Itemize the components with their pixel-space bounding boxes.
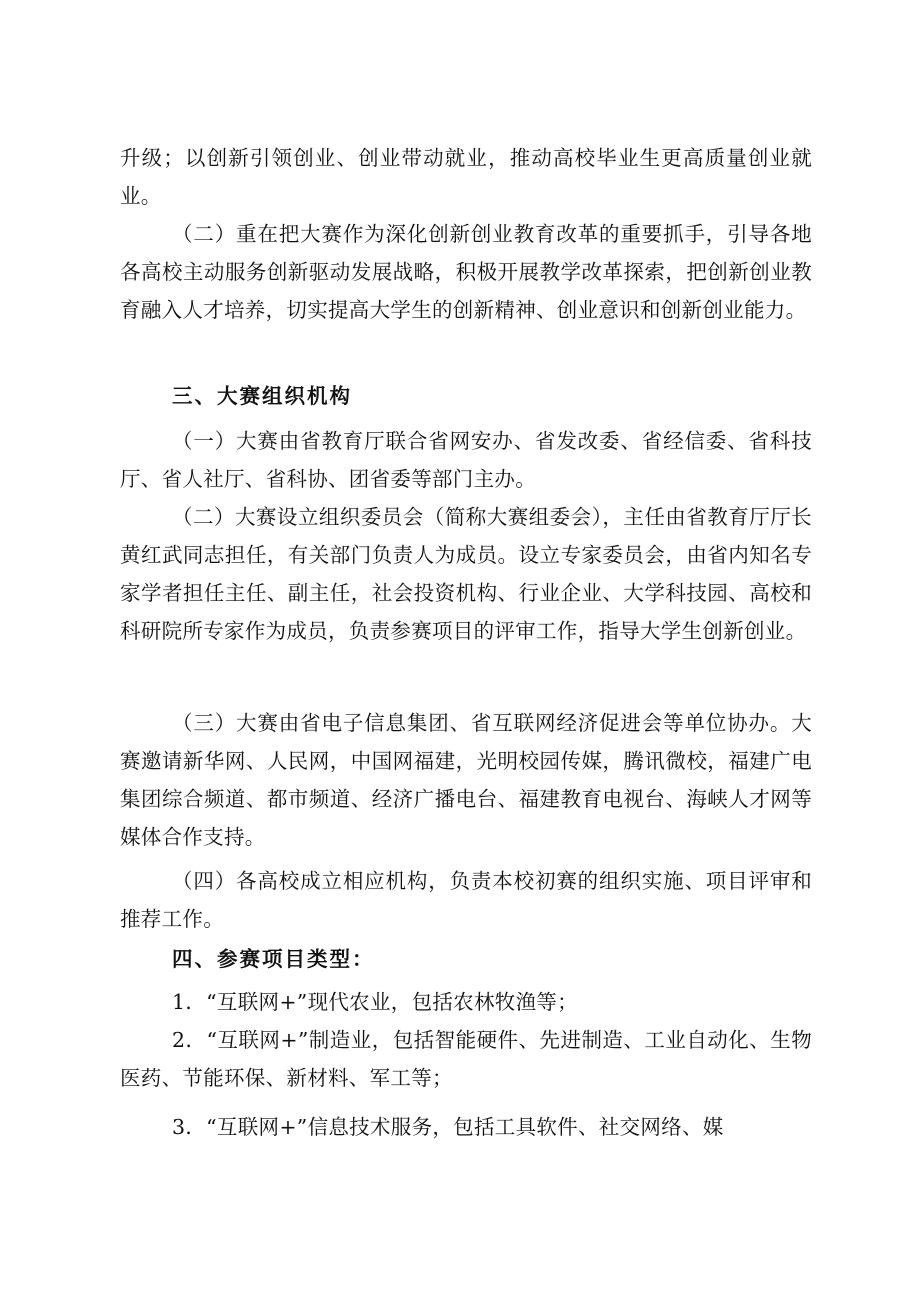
list-item-1: 1．“互联网+”现代农业，包括农林牧渔等； <box>172 990 578 1014</box>
paragraph-3-3: （三）大赛由省电子信息集团、省互联网经济促进会等单位协办。大赛邀请新华网、人民网，中国网福建，光明校园传媒，腾讯微校，福建广电集团综合频道、都市频道、经济广播电台、福建教育电视台、海峡人才网等媒体合作支持。 <box>120 711 812 849</box>
section-heading-4: 四、参赛项目类型： <box>172 947 375 971</box>
section-heading-3: 三、大赛组织机构 <box>172 384 352 408</box>
paragraph-3-1: （一）大赛由省教育厅联合省网安办、省发改委、省经信委、省科技厅、省人社厅、省科协、团省委等部门主办。 <box>120 429 812 491</box>
paragraph-continuation: 升级；以创新引领创业、创业带动就业，推动高校毕业生更高质量创业就业。 <box>120 146 812 208</box>
list-item-3: 3．“互联网+”信息技术服务，包括工具软件、社交网络、媒 <box>172 1115 724 1139</box>
list-item-2: 2．“互联网+”制造业，包括智能硬件、先进制造、工业自动化、生物医药、节能环保、新材料、军工等； <box>120 1028 812 1090</box>
paragraph-2-2: （二）重在把大赛作为深化创新创业教育改革的重要抓手，引导各地各高校主动服务创新驱动发展战略，积极开展教学改革探索，把创新创业教育融入人才培养，切实提高大学生的创新精神、创业意识和创新创业能力。 <box>120 222 812 322</box>
paragraph-3-2: （二）大赛设立组织委员会（简称大赛组委会），主任由省教育厅厅长黄红武同志担任，有关部门负责人为成员。设立专家委员会，由省内知名专家学者担任主任、副主任，社会投资机构、行业企业、大学科技园、高校和科研院所专家作为成员，负责参赛项目的评审工作，指导大学生创新创业。 <box>120 505 812 643</box>
paragraph-3-4: （四）各高校成立相应机构，负责本校初赛的组织实施、项目评审和推荐工作。 <box>120 869 812 931</box>
